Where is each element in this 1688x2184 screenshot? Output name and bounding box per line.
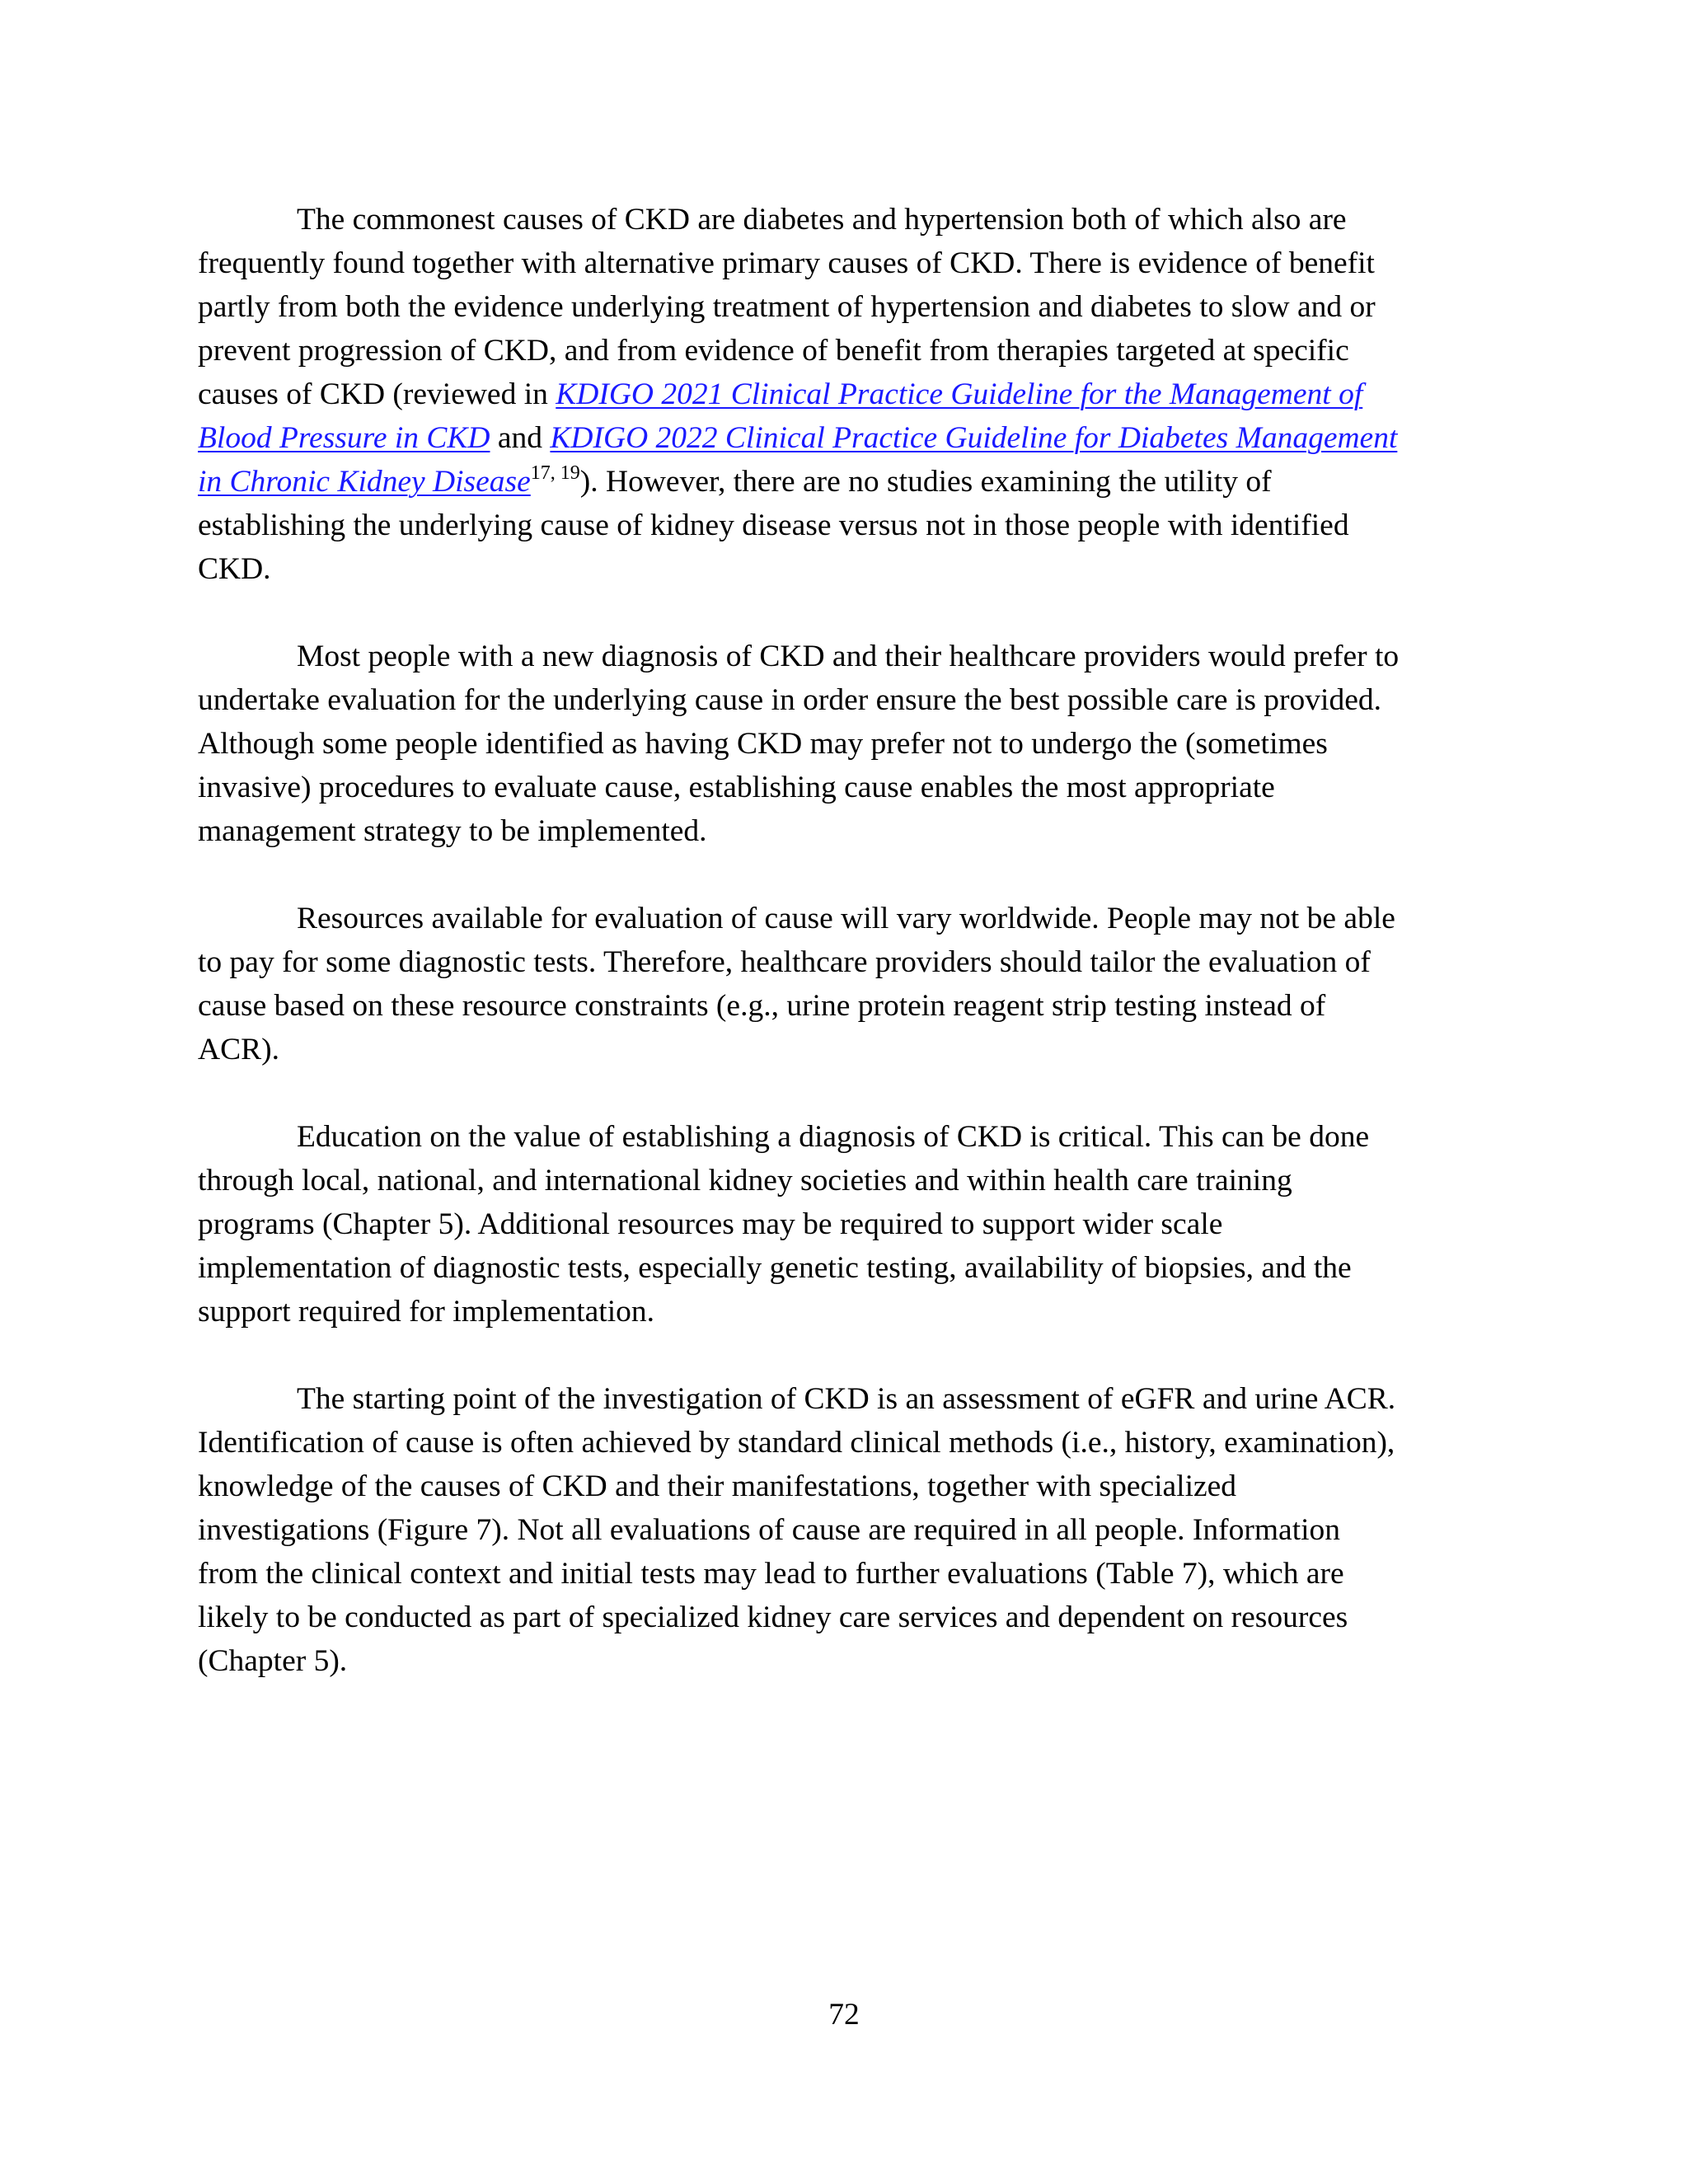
line-text: causes of CKD (reviewed in <box>198 377 556 411</box>
paragraph-line <box>198 373 1490 416</box>
paragraph-line <box>198 416 1490 460</box>
paragraph-2 <box>198 635 1490 853</box>
paragraph-line: The commonest causes of CKD are diabetes and hypertension both of which also are <box>297 203 1347 237</box>
kdigo-2022-guideline-link-continued[interactable]: in Chronic Kidney Disease <box>198 465 531 499</box>
paragraph-line: Resources available for evaluation of cause will vary worldwide. People may not be able <box>297 902 1395 935</box>
paragraph-3 <box>198 897 1490 1071</box>
kdigo-2021-guideline-link[interactable]: KDIGO 2021 Clinical Practice Guideline for the Management of <box>556 377 1363 411</box>
paragraph-1 <box>198 198 1490 591</box>
paragraph-line: undertake evaluation for the underlying cause in order ensure the best possible care is provided. <box>198 683 1381 717</box>
paragraph-line: invasive) procedures to evaluate cause, establishing cause enables the most appropriate <box>198 771 1275 804</box>
paragraph-line: to pay for some diagnostic tests. Therefore, healthcare providers should tailor the evaluation of <box>198 945 1371 979</box>
body-text <box>198 198 1490 1727</box>
paragraph-line: partly from both the evidence underlying treatment of hypertension and diabetes to slow and or <box>198 290 1376 324</box>
paragraph-line: Although some people identified as having CKD may prefer not to undergo the (sometimes <box>198 727 1328 761</box>
paragraph-line: investigations (Figure 7). Not all evaluations of cause are required in all people. Information <box>198 1513 1341 1547</box>
paragraph-4 <box>198 1115 1490 1333</box>
paragraph-line: CKD. <box>198 552 271 586</box>
paragraph-line <box>198 460 1490 504</box>
kdigo-2021-guideline-link-continued[interactable]: Blood Pressure in CKD <box>198 421 490 455</box>
paragraph-line: The starting point of the investigation of CKD is an assessment of eGFR and urine ACR. <box>297 1382 1396 1416</box>
paragraph-line: likely to be conducted as part of specialized kidney care services and dependent on resources <box>198 1601 1348 1634</box>
paragraph-line: implementation of diagnostic tests, especially genetic testing, availability of biopsies, and the <box>198 1251 1352 1285</box>
paragraph-line: establishing the underlying cause of kidney disease versus not in those people with identified <box>198 509 1349 542</box>
kdigo-2022-guideline-link[interactable]: KDIGO 2022 Clinical Practice Guideline for Diabetes Management <box>550 421 1398 455</box>
page-number: 72 <box>828 1998 860 2032</box>
paragraph-line: prevent progression of CKD, and from evidence of benefit from therapies targeted at specific <box>198 334 1349 368</box>
link-separator: and <box>490 421 551 455</box>
paragraph-line: knowledge of the causes of CKD and their manifestations, together with specialized <box>198 1469 1237 1503</box>
paragraph-line: frequently found together with alternative primary causes of CKD. There is evidence of benefit <box>198 246 1375 280</box>
paragraph-line: Most people with a new diagnosis of CKD and their healthcare providers would prefer to <box>297 640 1400 673</box>
paragraph-line: ACR). <box>198 1033 279 1066</box>
paragraph-line: (Chapter 5). <box>198 1644 348 1678</box>
paragraph-5 <box>198 1377 1490 1683</box>
paragraph-line: Education on the value of establishing a diagnosis of CKD is critical. This can be done <box>297 1120 1370 1154</box>
paragraph-line: programs (Chapter 5). Additional resources may be required to support wider scale <box>198 1207 1223 1241</box>
citation-superscript: 17, 19 <box>530 462 580 484</box>
paragraph-line: from the clinical context and initial tests may lead to further evaluations (Table 7), which are <box>198 1557 1344 1591</box>
paragraph-line: Identification of cause is often achieved by standard clinical methods (i.e., history, examination), <box>198 1426 1395 1460</box>
paragraph-line: management strategy to be implemented. <box>198 814 707 848</box>
paragraph-line: cause based on these resource constraints (e.g., urine protein reagent strip testing instead of <box>198 989 1326 1023</box>
paragraph-line: through local, national, and international kidney societies and within health care training <box>198 1164 1292 1197</box>
paragraph-line: support required for implementation. <box>198 1295 655 1329</box>
line-text: ). However, there are no studies examining the utility of <box>579 465 1272 499</box>
